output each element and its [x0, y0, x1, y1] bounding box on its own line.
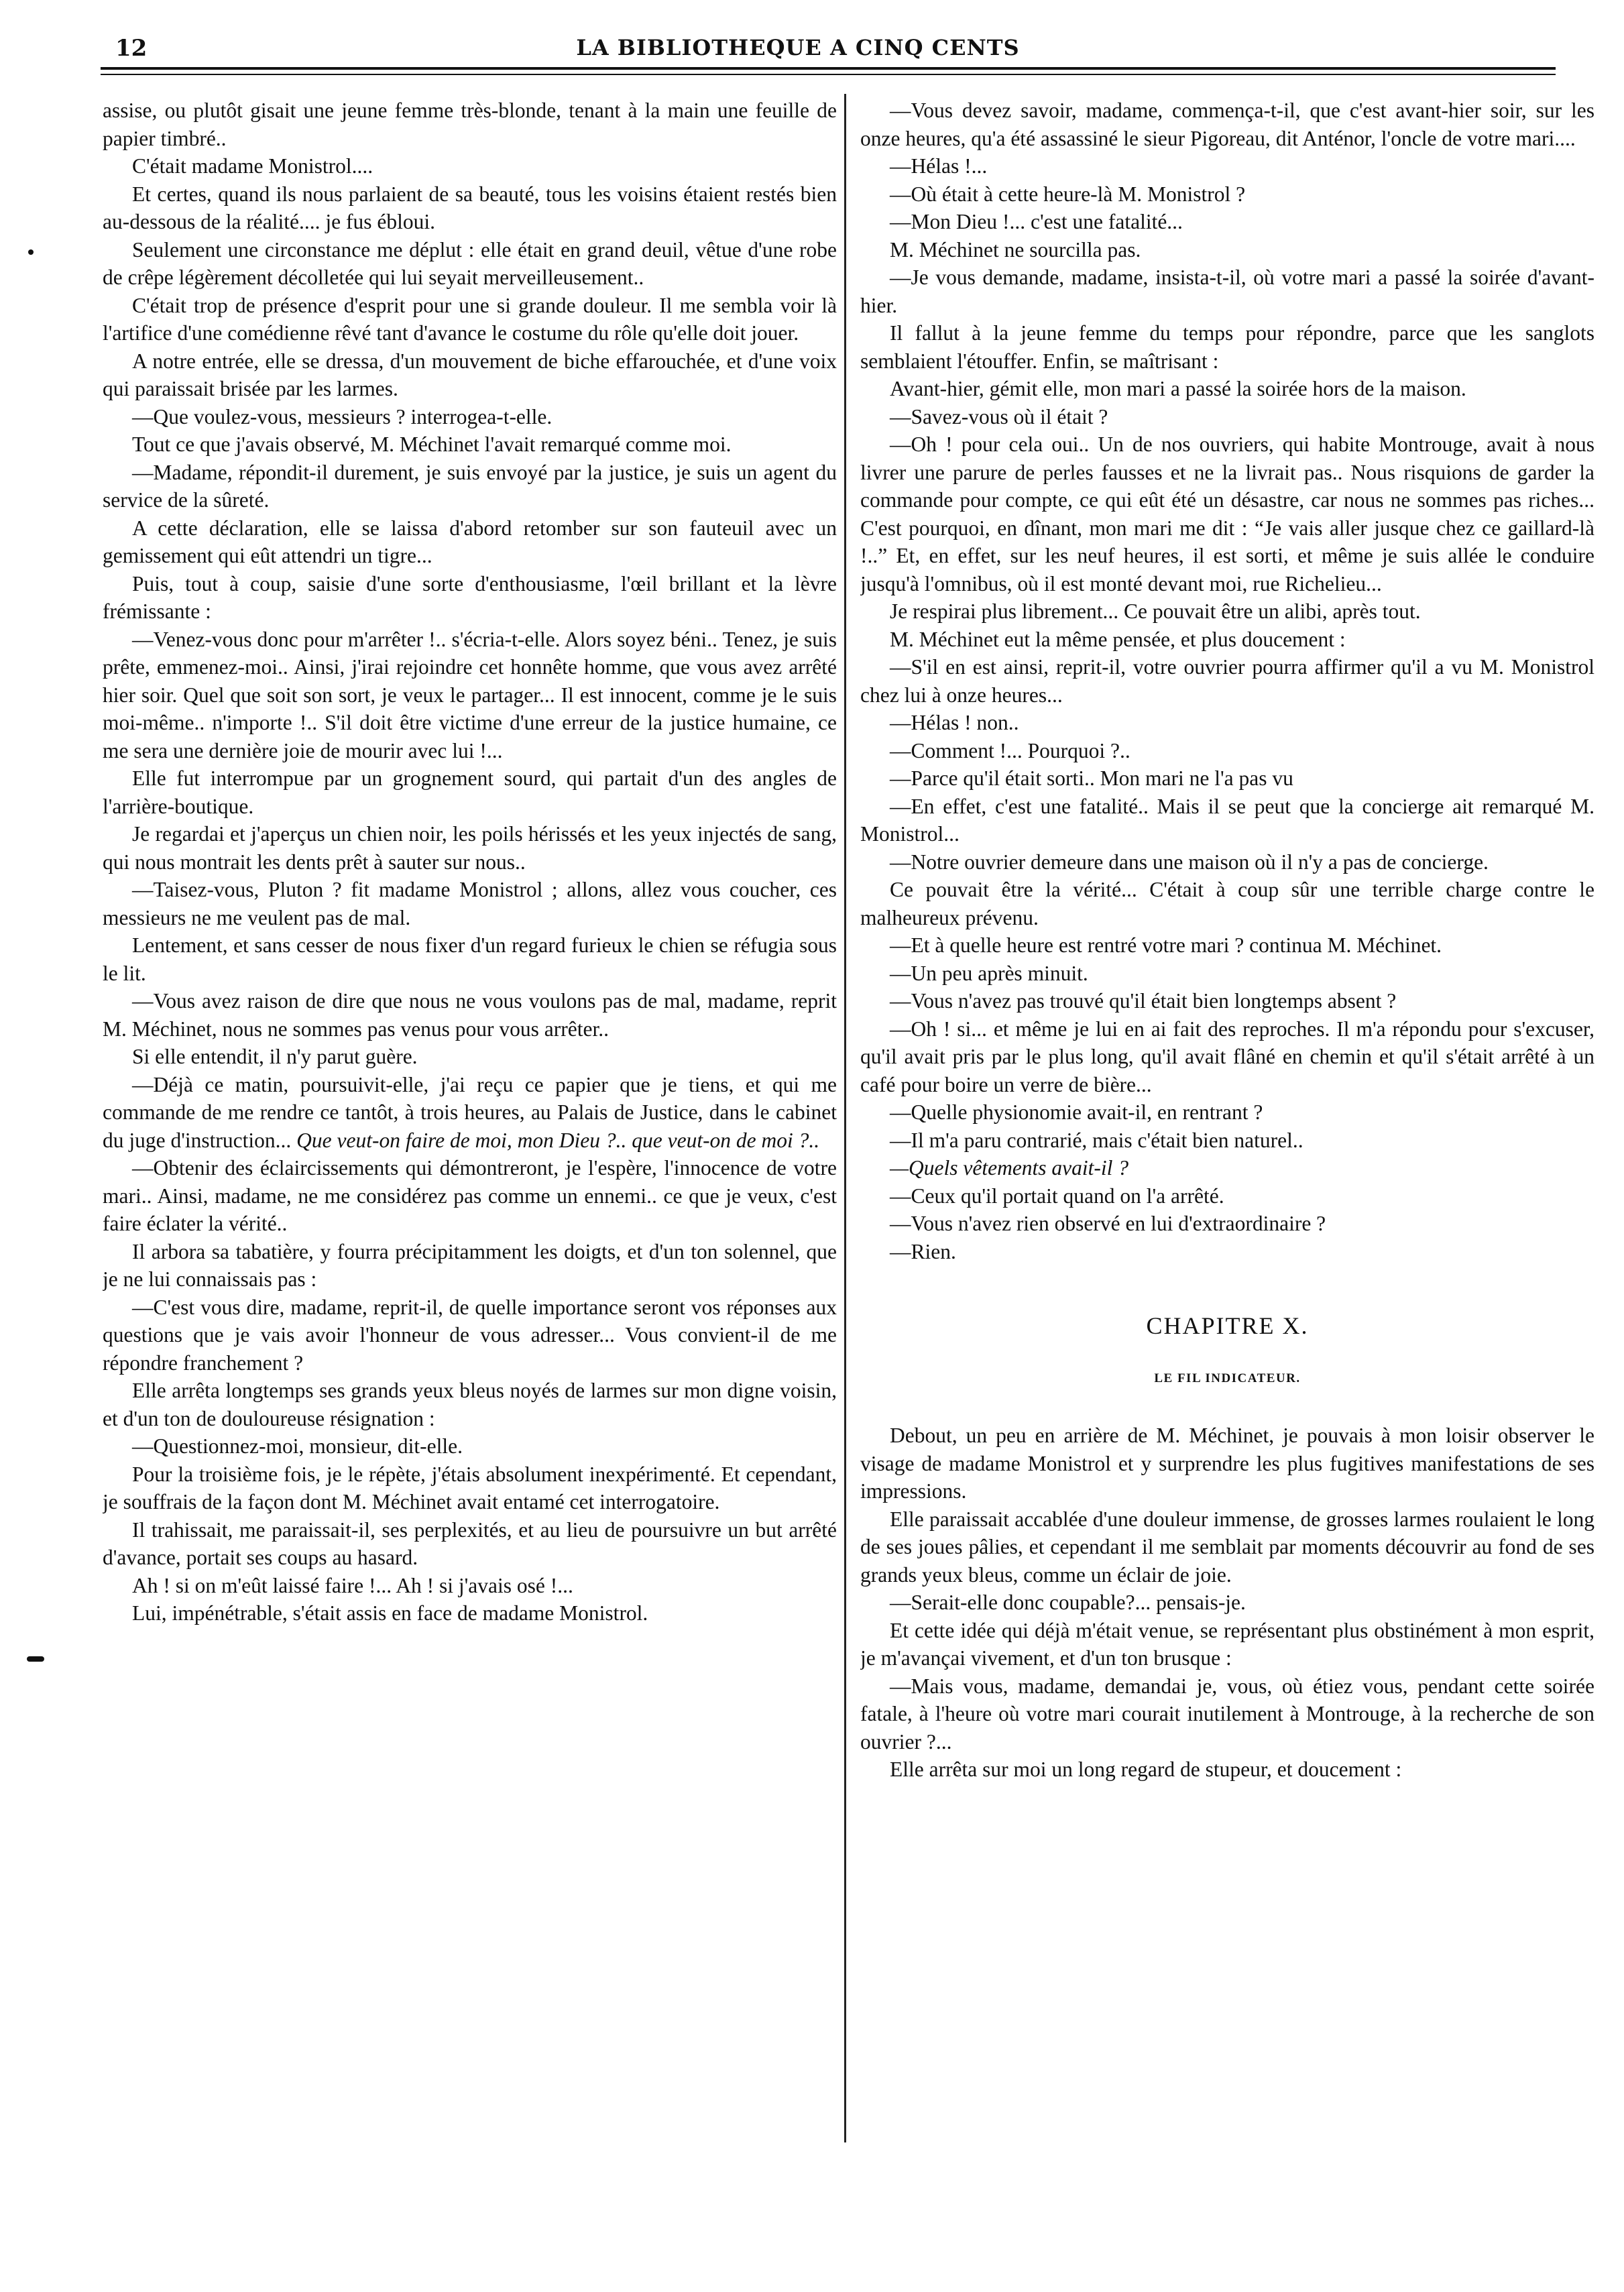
paragraph: M. Méchinet eut la même pensée, et plus doucement :: [890, 627, 1346, 651]
paragraph: —Je vous demande, madame, insista-t-il, où votre mari a passé la soirée d'avant-hier.: [860, 266, 1594, 317]
ink-speck: [28, 249, 34, 255]
paragraph: —Quelle physionomie avait-il, en rentrant ?: [890, 1100, 1263, 1124]
paragraph: —Rien.: [890, 1239, 956, 1263]
paragraph: Je regardai et j'aperçus un chien noir, les poils hérissés et les yeux injectés de sang, qui nous montrait les dents prêt à sauter sur nous..: [103, 822, 837, 874]
header-rule-top: [101, 67, 1556, 70]
paragraph: —Parce qu'il était sorti.. Mon mari ne l'a pas vu: [890, 766, 1293, 790]
paragraph: Il arbora sa tabatière, y fourra précipitamment les doigts, et d'un ton solennel, que je ne lui connaissais pas :: [103, 1239, 837, 1291]
chapter-heading: CHAPITRE X.: [1146, 1312, 1309, 1339]
paragraph: Si elle entendit, il n'y parut guère.: [132, 1045, 418, 1068]
paragraph: —Et à quelle heure est rentré votre mari ? continua M. Méchinet.: [890, 933, 1442, 957]
paragraph: —Venez-vous donc pour m'arrêter !.. s'écria-t-elle. Alors soyez béni.. Tenez, je suis prête, emmenez-moi.. Ainsi, j'irai rejoindre cet honnête homme, que vous avez arrêté hier soir. Quel que soit son sort, je veux le partager... Il est innocent, comme je le suis moi-même.. n'importe !.. S'il doit être victime d'une erreur de la justice humaine, ce me sera une dernière joie de mourir avec lui !...: [103, 627, 837, 762]
paragraph: —Mais vous, madame, demandai je, vous, où étiez vous, pendant cette soirée fatale, à l'heure où votre mari courait inutilement à Montrouge, à la recherche de son ouvrier ?...: [860, 1674, 1594, 1754]
paragraph: —Ceux qu'il portait quand on l'a arrêté.: [890, 1184, 1224, 1208]
paragraph: Elle fut interrompue par un grognement sourd, qui partait d'un des angles de l'arrière-boutique.: [103, 766, 837, 818]
paragraph: Elle arrêta sur moi un long regard de stupeur, et doucement :: [890, 1758, 1402, 1781]
paragraph: —Mon Dieu !... c'est une fatalité...: [890, 210, 1183, 233]
paragraph: Elle arrêta longtemps ses grands yeux bleus noyés de larmes sur mon digne voisin, et d'un ton de douloureuse résignation :: [103, 1379, 837, 1430]
paragraph: Lentement, et sans cesser de nous fixer d'un regard furieux le chien se réfugia sous le lit.: [103, 933, 837, 985]
paragraph-text: —Déjà ce matin, poursuivit-elle, j'ai reçu ce papier que je tiens, et qui me commande de me rendre ce tantôt, à trois heures, au Palais de Justice, dans le cabinet du juge d'instruction...: [103, 1072, 837, 1152]
paragraph-with-italic: [103, 1071, 837, 1155]
paragraph: Lui, impénétrable, s'était assis en face de madame Monistrol.: [132, 1601, 648, 1625]
running-title: LA BIBLIOTHEQUE A CINQ CENTS: [576, 35, 1020, 60]
paragraph: —Où était à cette heure-là M. Monistrol ?: [890, 182, 1246, 206]
paragraph: —Obtenir des éclaircissements qui démontreront, je l'espère, l'innocence de votre mari.. Ainsi, madame, ne me considérez pas comme un ennemi.. ce que je veux, c'est faire éclater la vérité..: [103, 1156, 837, 1235]
paragraph: —C'est vous dire, madame, reprit-il, de quelle importance seront vos réponses aux questions que je vais avoir l'honneur de vous adresser... Vous convient-il de me répondre franchement ?: [103, 1295, 837, 1375]
paragraph: Et cette idée qui déjà m'était venue, se représentant plus obstinément à mon esprit, je m'avançai vivement, et d'un ton brusque :: [860, 1618, 1594, 1670]
paragraph: Avant-hier, gémit elle, mon mari a passé la soirée hors de la maison.: [890, 377, 1466, 400]
paragraph: —Vous n'avez rien observé en lui d'extraordinaire ?: [890, 1212, 1326, 1235]
paragraph: —Comment !... Pourquoi ?..: [890, 738, 1130, 762]
paragraph: —Que voulez-vous, messieurs ? interrogea-t-elle.: [132, 404, 553, 428]
paragraph: —S'il en est ainsi, reprit-il, votre ouvrier pourra affirmer qu'il a vu M. Monistrol chez lui à onze heures...: [860, 655, 1594, 707]
paragraph: —Oh ! si... et même je lui en ai fait des reproches. Il m'a répondu pour s'excuser, qu'il avait pris par le plus long, qu'il avait flâné en chemin et qu'il s'était arrêté à un café pour boire un verre de bière...: [860, 1017, 1594, 1096]
paragraph: Et certes, quand ils nous parlaient de sa beauté, tous les voisins étaient restés bien au-dessous de la réalité.... je fus ébloui.: [103, 182, 837, 233]
paragraph: —Hélas !...: [890, 154, 988, 178]
paragraph: —Notre ouvrier demeure dans une maison où il n'y a pas de concierge.: [890, 850, 1489, 874]
paragraph: —Vous avez raison de dire que nous ne vous voulons pas de mal, madame, reprit M. Méchinet, nous ne sommes pas venus pour vous arrêter..: [103, 989, 837, 1041]
paragraph: A cette déclaration, elle se laissa d'abord retomber sur son fauteuil avec un gemissement qui eût attendri un tigre...: [103, 516, 837, 567]
paragraph: Je respirai plus librement... Ce pouvait être un alibi, après tout.: [890, 599, 1421, 623]
left-column: [103, 97, 837, 2142]
chapter-subtitle: LE FIL INDICATEUR.: [1154, 1371, 1301, 1385]
header-rule-bottom: [101, 74, 1556, 75]
paragraph: —Vous n'avez pas trouvé qu'il était bien longtemps absent ?: [890, 989, 1397, 1013]
paragraph: —Madame, répondit-il durement, je suis envoyé par la justice, je suis un agent du service de la sûreté.: [103, 460, 837, 512]
paragraph: Puis, tout à coup, saisie d'une sorte d'enthousiasme, l'œil brillant et la lèvre frémissante :: [103, 571, 837, 623]
paragraph: —En effet, c'est une fatalité.. Mais il se peut que la concierge ait remarqué M. Monistrol...: [860, 794, 1594, 846]
paragraph: —Taisez-vous, Pluton ? fit madame Monistrol ; allons, allez vous coucher, ces messieurs ne me veulent pas de mal.: [103, 878, 837, 929]
paragraph: Seulement une circonstance me déplut : elle était en grand deuil, vêtue d'une robe de crêpe légèrement décolletée qui lui seyait merveilleusement..: [103, 237, 837, 289]
paragraph: —Vous devez savoir, madame, commença-t-il, que c'est avant-hier soir, sur les onze heures, qu'a été assassiné le sieur Pigoreau, dit Anténor, l'oncle de votre mari....: [860, 99, 1594, 150]
paragraph: Pour la troisième fois, je le répète, j'étais absolument inexpérimenté. Et cependant, je souffrais de la façon dont M. Méchinet avait entamé cet interrogatoire.: [103, 1462, 837, 1513]
page-number: 12: [115, 35, 148, 62]
right-column: [860, 97, 1594, 2142]
paragraph: Ah ! si on m'eût laissé faire !... Ah ! si j'avais osé !...: [132, 1573, 573, 1597]
paragraph: —Serait-elle donc coupable?... pensais-je.: [890, 1591, 1246, 1614]
paragraph: —Un peu après minuit.: [890, 961, 1088, 985]
italic-question-text: —Quels vêtements avait-il ?: [890, 1156, 1129, 1180]
paragraph: —Il m'a paru contrarié, mais c'était bien naturel..: [890, 1128, 1303, 1152]
italic-phrase: Que veut-on faire de moi, mon Dieu ?.. que veut-on de moi ?..: [296, 1128, 820, 1152]
italic-question: [860, 1154, 1594, 1182]
paragraph: C'était trop de présence d'esprit pour une si grande douleur. Il me sembla voir là l'artifice d'une comédienne rêvé tant d'avance le costume du rôle qu'elle doit jouer.: [103, 293, 837, 345]
ink-speck: [27, 1656, 44, 1662]
paragraph: Il trahissait, me paraissait-il, ses perplexités, et au lieu de poursuivre un but arrêté d'avance, portait ses coups au hasard.: [103, 1517, 837, 1569]
page-header: [101, 35, 1495, 66]
paragraph: Elle paraissait accablée d'une douleur immense, de grosses larmes roulaient le long de ses joues pâlies, et cependant il me semblait par moments découvrir au fond de ses grands yeux bleus, comme un éclair de joie.: [860, 1507, 1594, 1587]
paragraph: —Oh ! pour cela oui.. Un de nos ouvriers, qui habite Montrouge, avait à nous livrer une parure de perles fausses et ne la livrait pas.. Nous risquions de garder la commande pour compte, ce qui eût été un désastre, car nous ne sommes pas riches... C'est pourquoi, en dînant, mon mari me dit : “Je vais aller jusque chez ce gaillard-là !..” Et, en effet, sur les neuf heures, il est sorti, et même je suis allée le conduire jusqu'à l'omnibus, où il est monté devant moi, rue Richelieu...: [860, 433, 1594, 595]
paragraph: —Savez-vous où il était ?: [890, 404, 1108, 428]
paragraph: assise, ou plutôt gisait une jeune femme très-blonde, tenant à la main une feuille de papier timbré..: [103, 99, 837, 150]
paragraph: Tout ce que j'avais observé, M. Méchinet l'avait remarqué comme moi.: [132, 433, 732, 456]
paragraph: A notre entrée, elle se dressa, d'un mouvement de biche effarouchée, et d'une voix qui paraissait brisée par les larmes.: [103, 349, 837, 400]
paragraph: —Hélas ! non..: [890, 711, 1019, 734]
paragraph: M. Méchinet ne sourcilla pas.: [890, 237, 1141, 262]
column-divider: [844, 94, 846, 2142]
paragraph: Ce pouvait être la vérité... C'était à coup sûr une terrible charge contre le malheureux prévenu.: [860, 878, 1594, 929]
paragraph: —Questionnez-moi, monsieur, dit-elle.: [132, 1434, 463, 1458]
paragraph: Il fallut à la jeune femme du temps pour répondre, parce que les sanglots semblaient l'étouffer. Enfin, se maîtrisant :: [860, 321, 1594, 373]
paragraph: C'était madame Monistrol....: [132, 154, 373, 178]
paragraph: Debout, un peu en arrière de M. Méchinet, je pouvais à mon loisir observer le visage de madame Monistrol et y surprendre les plus fugitives manifestations de ses impressions.: [860, 1424, 1594, 1503]
